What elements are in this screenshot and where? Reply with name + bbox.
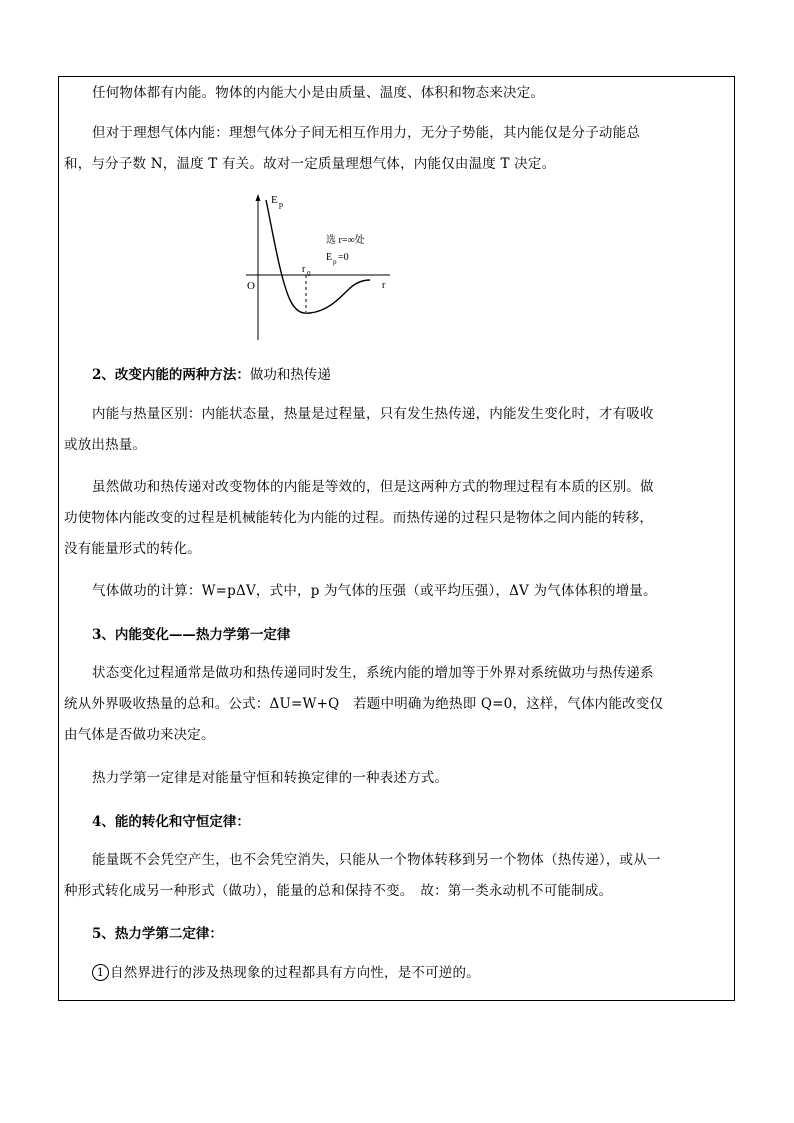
paragraph-internal-energy: 任何物体都有内能。物体的内能大小是由质量、温度、体积和物态来决定。 [92, 85, 545, 101]
r0-label: r [302, 264, 306, 275]
potential-energy-graph [240, 188, 400, 348]
y-axis-arrow [256, 194, 261, 201]
note-line-2-sub: p [333, 258, 337, 266]
circled-number-marker: 1 [92, 964, 109, 981]
heading-first-law: 3、内能变化——热力学第一定律 [92, 627, 291, 643]
heading-second-law: 5、热力学第二定律： [92, 926, 223, 942]
paragraph-energy-vs-heat: 内能与热量区别：内能状态量，热量是过程量，只有发生热传递，内能发生变化时，才有吸收或放出热量。 [64, 406, 654, 453]
heading-two-methods [92, 365, 331, 385]
paragraph-gas-work: 气体做功的计算：W=pΔV，式中，p 为气体的压强（或平均压强），ΔV 为气体体积的增量。 [92, 583, 657, 599]
paragraph-second-law-1-text: 自然界进行的涉及热现象的过程都具有方向性，是不可逆的。 [110, 965, 480, 981]
r0-label-sub: 0 [307, 270, 311, 278]
paragraph-first-law: 状态变化过程通常是做功和热传递同时发生，系统内能的增加等于外界对系统做功与热传递系统从外界吸收热量的总和。公式：ΔU=W+Q 若题中明确为绝热即 Q=0，这样，气体内能改变仅由气体是否做功来决定。 [64, 665, 664, 743]
paragraph-conservation: 能量既不会凭空产生，也不会凭空消失，只能从一个物体转移到另一个物体（热传递），或从一种形式转化成另一种形式（做功），能量的总和保持不变。 故：第一类永动机不可能制成。 [64, 852, 661, 899]
note-line-2-eq: =0 [338, 252, 349, 263]
paragraph-first-law-note: 热力学第一定律是对能量守恒和转换定律的一种表述方式。 [92, 770, 449, 786]
paragraph-work-vs-heat-transfer: 虽然做功和热传递对改变物体的内能是等效的，但是这两种方式的物理过程有本质的区别。做功使物体内能改变的过程是机械能转化为内能的过程。而热传递的过程只是物体之间内能的转移，没有能量形式的转化。 [64, 479, 654, 557]
heading-conservation: 4、能的转化和守恒定律： [92, 814, 250, 830]
potential-curve [266, 200, 370, 313]
origin-label: O [247, 280, 255, 292]
heading-two-methods-bold: 2、改变内能的两种方法： [92, 367, 250, 383]
note-line-1: 选 r=∞处 [326, 235, 365, 246]
x-axis-label: r [382, 280, 386, 291]
paragraph-ideal-gas: 但对于理想气体内能：理想气体分子间无相互作用力，无分子势能，其内能仅是分子动能总和，与分子数 N，温度 T 有关。故对一定质量理想气体，内能仅由温度 T 决定。 [64, 125, 640, 172]
paragraph-second-law-1 [64, 958, 664, 989]
y-axis-label-sub: p [279, 200, 283, 209]
y-axis-label: E [271, 194, 278, 206]
note-line-2-ep: E [326, 252, 333, 263]
heading-two-methods-normal: 做功和热传递 [249, 367, 331, 383]
